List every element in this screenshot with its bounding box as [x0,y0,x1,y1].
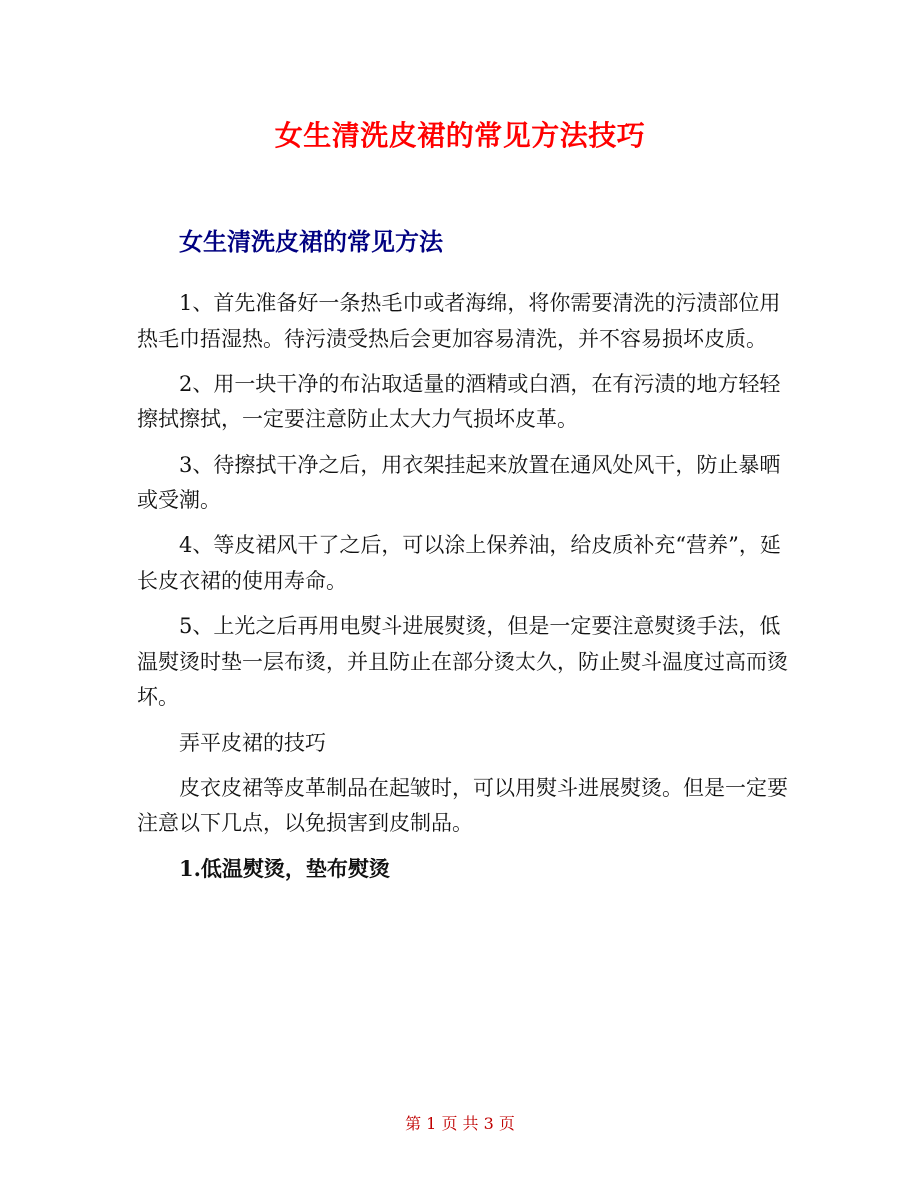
paragraph-step-5: 5、上光之后再用电熨斗进展熨烫，但是一定要注意熨烫手法，低温熨烫时垫一层布烫，并且防止在部分烫太久，防止熨斗温度过高而烫坏。 [137,614,788,710]
document-title: 女生清洗皮裙的常见方法技巧 [274,119,646,152]
paragraph-intro: 皮衣皮裙等皮革制品在起皱时，可以用熨斗进展熨烫。但是一定要注意以下几点，以免损害到皮制品。 [137,775,788,836]
paragraph-step-4: 4、等皮裙风干了之后，可以涂上保养油，给皮质补充“营养”，延长皮衣裙的使用寿命。 [137,533,781,593]
paragraph-subtitle: 弄平皮裙的技巧 [179,730,326,755]
document-body [137,286,797,897]
paragraph-step-1: 1、首先准备好一条热毛巾或者海绵，将你需要清洗的污渍部位用热毛巾捂湿热。待污渍受热后会更加容易清洗，并不容易损坏皮质。 [137,291,781,351]
paragraph-step-3: 3、待擦拭干净之后，用衣架挂起来放置在通风处风干，防止暴晒或受潮。 [137,452,781,513]
bold-list-item: 1.低温熨烫，垫布熨烫 [179,856,390,882]
paragraph-step-2: 2、用一块干净的布沾取适量的酒精或白酒，在有污渍的地方轻轻擦拭擦拭，一定要注意防止太大力气损坏皮革。 [137,371,781,432]
page-number-footer: 第 1 页 共 3 页 [405,1114,515,1133]
section-heading: 女生清洗皮裙的常见方法 [179,228,443,256]
